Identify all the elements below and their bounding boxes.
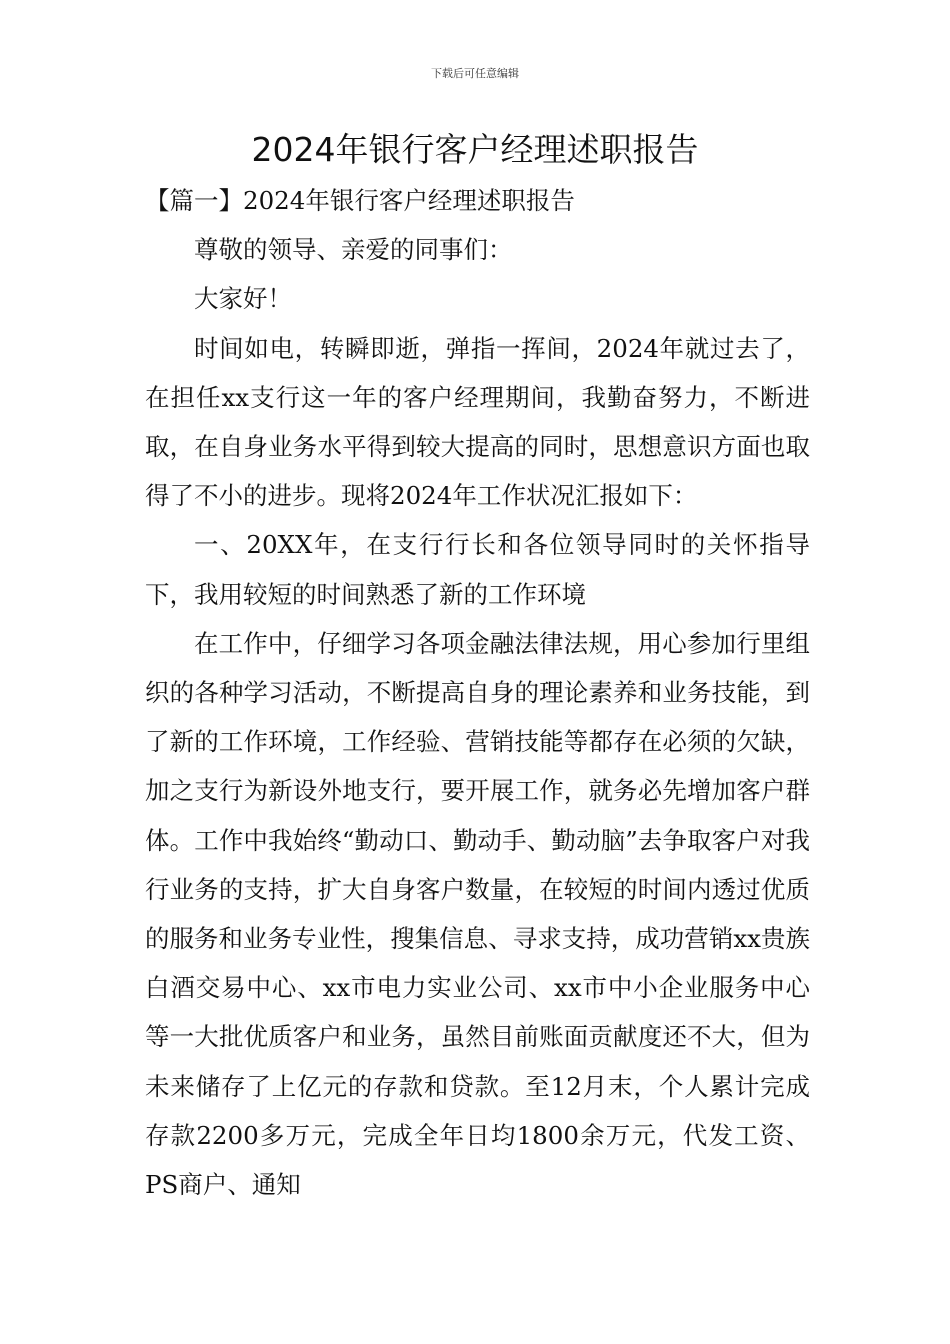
salutation-paragraph: 尊敬的领导、亲爱的同事们：: [194, 235, 513, 265]
section-heading: 【篇一】2024年银行客户经理述职报告: [145, 186, 575, 215]
document-title: 2024年银行客户经理述职报告: [251, 130, 699, 169]
intro-paragraph: 时间如电，转瞬即逝，弹指一挥间，2024年就过去了，在担任xx支行这一年的客户经理期间，我勤奋努力，不断进取，在自身业务水平得到较大提高的同时，思想意识方面也取得了不小的进步。现将2024年工作状况汇报如下：: [145, 333, 810, 511]
document-body: [145, 176, 810, 1209]
work-detail-paragraph: 在工作中，仔细学习各项金融法律法规，用心参加行里组织的各种学习活动，不断提高自身的理论素养和业务技能，到了新的工作环境，工作经验、营销技能等都存在必须的欠缺，加之支行为新设外地支行，要开展工作，就务必先增加客户群体。工作中我始终“勤动口、勤动手、勤动脑”去争取客户对我行业务的支持，扩大自身客户数量，在较短的时间内透过优质的服务和业务专业性，搜集信息、寻求支持，成功营销xx贵族白酒交易中心、xx市电力实业公司、xx市中小企业服务中心等一大批优质客户和业务，虽然目前账面贡献度还不大，但为未来储存了上亿元的存款和贷款。至12月末，个人累计完成存款2200多万元，完成全年日均1800余万元，代发工资、PS商户、通知: [145, 628, 810, 1200]
point-one-paragraph: 一、20XX年，在支行行长和各位领导同时的关怀指导下，我用较短的时间熟悉了新的工作环境: [145, 530, 810, 609]
header-note: 下载后可任意编辑: [431, 67, 519, 80]
greeting-paragraph: 大家好！: [194, 284, 292, 314]
